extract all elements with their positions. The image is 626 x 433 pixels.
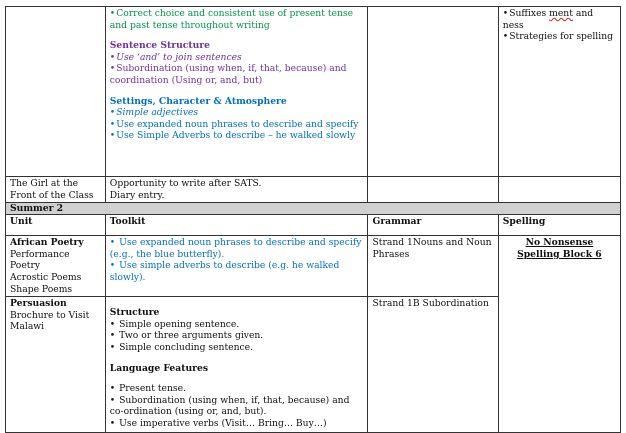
- spelling-line: • Suffixes ment and ness: [503, 8, 616, 31]
- unit-cell: [6, 236, 106, 297]
- header-grammar: Grammar: [368, 215, 498, 236]
- spelling-line: • Strategies for spelling: [503, 31, 616, 43]
- table-row: [6, 236, 621, 297]
- toolkit-line: [110, 119, 364, 131]
- toolkit-line: [110, 63, 364, 86]
- spelling-block: No Nonsense Spelling Block 6: [517, 237, 602, 260]
- table-row: [6, 7, 621, 177]
- toolkit-line: Opportunity to write after SATS.: [109, 178, 262, 189]
- toolkit-line: • Use imperative verbs (Visit… Bring… Buy…): [110, 418, 364, 430]
- spelling-cell: [498, 236, 620, 433]
- tense-text: Correct choice and consistent use of present tense and past tense throughout writing: [109, 8, 354, 31]
- misspelled-word: ment: [549, 8, 573, 19]
- spelling-cell-empty: [498, 177, 620, 203]
- header-unit: Unit: [6, 215, 106, 236]
- toolkit-cell: [105, 297, 368, 433]
- toolkit-line: • Simple concluding sentence.: [110, 342, 364, 354]
- noun-phrases-text: Use expanded noun phrases to describe and specify: [116, 118, 359, 130]
- unit-line: Performance Poetry: [10, 248, 70, 272]
- grammar-cell-empty: [368, 177, 498, 203]
- planning-document: [5, 6, 621, 433]
- unit-cell: [6, 297, 106, 433]
- planning-table: [5, 6, 621, 433]
- section-heading: Language Features: [109, 362, 208, 374]
- table-row: [6, 177, 621, 203]
- unit-cell: The Girl at the Front of the Class: [6, 177, 106, 203]
- grammar-cell: Strand 1Nouns and Noun Phrases: [368, 236, 498, 297]
- section-heading: Settings, Character & Atmosphere: [109, 95, 287, 107]
- toolkit-line: • Subordination (using when, if, that, because) and co-ordination (using or, and, but).: [110, 395, 364, 418]
- unit-title: African Poetry: [10, 237, 84, 249]
- unit-title: Persuasion: [10, 298, 67, 310]
- grammar-cell-empty: [368, 7, 498, 177]
- section-heading: Structure: [109, 307, 160, 319]
- header-spelling: Spelling: [498, 215, 620, 236]
- toolkit-line: [110, 130, 364, 142]
- unit-line: Acrostic Poems: [10, 271, 82, 283]
- grammar-cell: Strand 1B Subordination: [368, 297, 498, 433]
- unit-line: Brochure to Visit Malawi: [10, 309, 90, 333]
- toolkit-cell: [105, 177, 368, 203]
- toolkit-line: Diary entry.: [109, 189, 165, 201]
- toolkit-line: • Use simple adverbs to describe (e.g. he walked slowly).: [110, 260, 364, 283]
- toolkit-line: [110, 107, 364, 119]
- adverbs-text: Use Simple Adverbs to describe – he walked slowly: [116, 130, 356, 142]
- unit-line: Shape Poems: [10, 283, 73, 295]
- toolkit-line: [110, 8, 364, 31]
- toolkit-line: • Two or three arguments given.: [110, 330, 364, 342]
- term-banner-row: [6, 203, 621, 215]
- section-heading: Sentence Structure: [109, 40, 210, 52]
- header-toolkit: Toolkit: [105, 215, 368, 236]
- toolkit-line: • Use expanded noun phrases to describe and specify (e.g., the blue butterfly).: [110, 237, 364, 260]
- toolkit-cell: [105, 236, 368, 297]
- subordination-text: Subordination (using when, if, that, because) and coordination (Using or, and, but): [109, 63, 347, 86]
- adjectives-text: Simple adjectives: [116, 107, 199, 119]
- header-row: [6, 215, 621, 236]
- spelling-cell: [498, 7, 620, 177]
- toolkit-cell: [105, 7, 368, 177]
- unit-cell-empty: [6, 7, 106, 177]
- toolkit-line: • Simple opening sentence.: [110, 319, 364, 331]
- join-text: Use ‘and’ to join sentences: [116, 51, 242, 63]
- term-banner: Summer 2: [6, 203, 621, 215]
- toolkit-line: [110, 52, 364, 64]
- toolkit-line: • Present tense.: [110, 383, 364, 395]
